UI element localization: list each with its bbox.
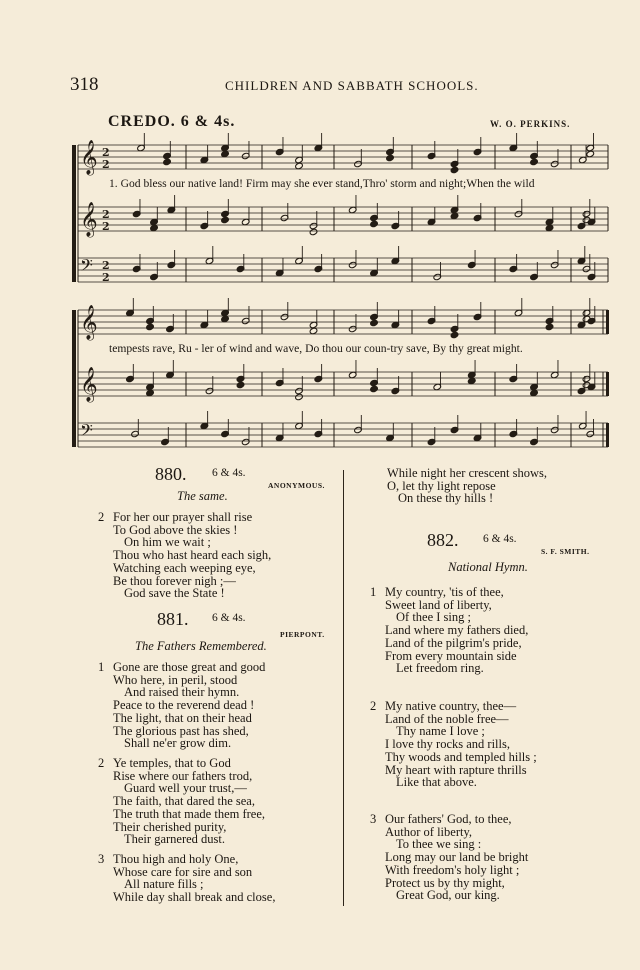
verse-line: Thy name I love ; [396,724,485,739]
hymn-881-verse-2 [98,757,265,846]
hymn-880-attribution: ANONYMOUS. [268,481,325,490]
hymn-880-meter: 6 & 4s. [212,467,246,479]
lyric-line-2: tempests rave, Ru - ler of wind and wave, Do thou our coun-try save, By thy great might. [109,342,523,355]
tune-title: CREDO. 6 & 4s. [108,113,236,130]
verse-line: To thee we sing : [396,837,482,852]
verse-line: From every mountain side [385,648,517,663]
note-head [386,154,395,161]
verse-line: The truth that made them free, [113,806,266,821]
final-bar-thick [606,310,609,334]
verse-line: Guard well your trust,— [124,781,247,796]
verse-line: Land of the pilgrim's pride, [385,635,522,650]
verse-line: Gone are those great and good [113,660,266,674]
hymn-880-number: 880. [155,464,187,484]
hymn-881-verse-3 [98,853,275,904]
verse-number: 3 [98,852,105,866]
note-head [163,158,172,165]
time-signature-bottom: 2 [102,271,110,284]
verse-line: Protect us by thy might, [385,875,505,890]
time-signature-top: 2 [102,208,110,221]
verse-line: Ye temples, that to God [113,756,231,770]
verse-line: I love thy rocks and rills, [385,737,510,752]
note-head [295,162,304,169]
hymn-882-verse-2 [370,700,537,789]
verse-line: Thou high and holy One, [113,852,239,866]
note-head [221,216,230,223]
verse-line: The faith, that dared the sea, [113,794,255,809]
page-number: 318 [70,74,99,95]
time-signature-bottom: 2 [102,158,110,171]
time-signature-top: 2 [102,146,110,159]
bass-clef-icon: 𝄢 [80,255,93,279]
verse-line: For her our prayer shall rise [113,510,253,524]
verse-line: Long may our land be bright [385,850,529,865]
verse-line: Their garnered dust. [124,832,226,847]
column-divider [343,470,344,906]
verse-line: Let freedom ring. [396,661,484,676]
note-head [370,385,379,392]
hymn-882-attribution: S. F. SMITH. [541,547,590,556]
note-head [221,315,230,322]
verse-line: My native country, thee— [385,699,517,713]
running-title: CHILDREN AND SABBATH SCHOOLS. [225,78,479,93]
note-head [530,158,539,165]
verse-number: 3 [370,812,377,826]
time-signature-top: 2 [102,259,110,272]
verse-number: 2 [370,699,377,713]
verse-line: The glorious past has shed, [113,723,249,738]
verse-line: On these thy hills ! [398,491,494,506]
verse-line: Like that above. [396,775,477,790]
note-head [370,220,379,227]
verse-line: On him we wait ; [124,535,211,550]
hymn-880-verse-2 [98,511,271,600]
note-head [295,393,304,400]
system-bracket [72,145,76,282]
verse-line: Be thou forever nigh ;— [113,573,236,588]
verse-line: While day shall break and close, [113,890,276,905]
verse-line: Our fathers' God, to thee, [385,812,512,826]
hymn-881-attribution: PIERPONT. [280,630,325,639]
verse-line: Author of liberty, [385,824,473,839]
note-head [545,224,554,231]
note-head [467,377,476,384]
verse-line: Their cherished purity, [113,819,227,834]
treble-clef-icon: 𝄞 [80,305,98,340]
hymn-881-number: 881. [157,609,189,629]
verse-number: 2 [98,756,105,770]
verse-line: Thy woods and templed hills ; [385,749,537,764]
verse-line: While night her crescent shows, [387,466,548,480]
note-head [370,319,379,326]
verse-line: The light, that on their head [113,710,252,725]
verse-line: Land of the noble free— [385,711,509,726]
treble-clef-icon: 𝄞 [80,367,98,402]
verse-number: 1 [370,585,377,599]
note-head [450,212,459,219]
hymn-882-number: 882. [427,530,459,550]
treble-clef-icon: 𝄞 [80,202,98,237]
verse-line: All nature fills ; [124,877,204,892]
final-bar-thick [606,423,609,447]
music-score [0,0,640,460]
note-head [146,389,155,396]
verse-line: Thou who hast heard each sigh, [113,548,272,563]
lyric-line-1: 1. God bless our native land! Firm may she ever stand,Thro' storm and night;When the wild [109,177,535,190]
note-head [146,323,155,330]
note-head [545,323,554,330]
bass-clef-icon: 𝄢 [80,420,93,444]
verse-line: Rise where our fathers trod, [113,768,253,783]
verse-line: Watching each weeping eye, [113,560,256,575]
hymn-882-verse-3 [370,813,528,902]
verse-line: Sweet land of liberty, [385,597,492,612]
verse-line: Peace to the reverend dead ! [113,698,255,713]
note-head [586,150,595,157]
verse-line: God save the State ! [124,586,225,601]
verse-line: Great God, our king. [396,888,500,903]
hymn-881-subtitle: The Fathers Remembered. [135,639,267,653]
tune-composer: W. O. PERKINS. [490,119,571,129]
hymn-881-verse-3-continued [372,467,547,505]
hymn-882-subtitle: National Hymn. [448,560,528,574]
note-head [450,331,459,338]
note-head [150,224,159,231]
system-bracket [72,310,76,447]
verse-line: Of thee I sing ; [396,610,471,625]
hymn-882-verse-1 [370,586,528,675]
hymn-880-subtitle: The same. [177,489,228,503]
verse-line: Land where my fathers died, [385,623,529,638]
verse-line: My country, 'tis of thee, [385,585,504,599]
hymn-881-verse-1 [98,661,265,750]
verse-line: Who here, in peril, stood [113,672,238,687]
note-head [236,381,245,388]
time-signature-bottom: 2 [102,220,110,233]
verse-line: Shall ne'er grow dim. [124,736,232,751]
verse-line: To God above the skies ! [113,522,238,537]
verse-line: Whose care for sire and son [113,864,253,879]
note-head [221,150,230,157]
verse-line: My heart with rapture thrills [385,762,527,777]
note-head [530,389,539,396]
note-head [309,228,318,235]
verse-line: And raised their hymn. [124,685,240,700]
verse-number: 2 [98,510,105,524]
final-bar-thick [606,372,609,396]
verse-number: 1 [98,660,105,674]
hymn-882-meter: 6 & 4s. [483,533,517,545]
verse-line: With freedom's holy light ; [385,862,520,877]
hymn-881-meter: 6 & 4s. [212,612,246,624]
note-head [450,166,459,173]
treble-clef-icon: 𝄞 [80,140,98,175]
verse-line: O, let thy light repose [387,478,496,493]
note-head [309,327,318,334]
